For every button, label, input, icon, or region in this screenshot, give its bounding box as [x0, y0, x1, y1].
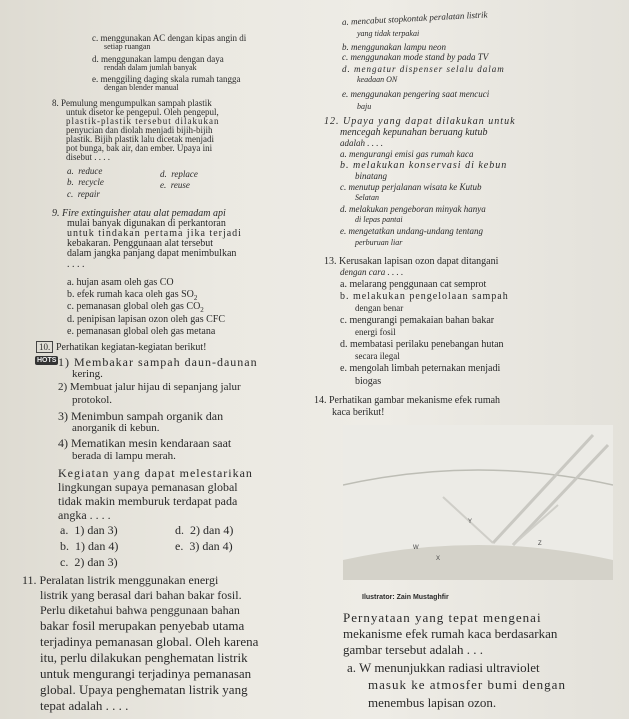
q12-option-c-cont: Selatan — [355, 193, 379, 202]
q10-item-4-cont: berada di lampu merah. — [72, 450, 176, 462]
q11-line: tepat adalah . . . . — [40, 698, 129, 713]
q13-option-a: a. melarang penggunaan cat semprot — [340, 279, 487, 290]
q10-option-c: c. 2) dan 3) — [60, 555, 118, 569]
q8-line: untuk disetor ke pengepul. Oleh pengepul, — [66, 107, 219, 117]
q11-line: itu, perlu dilakukan penghematan listrik — [40, 650, 248, 665]
q12-option-b-cont: binatang — [355, 171, 388, 181]
q8-line: disebut . . . . — [66, 152, 110, 162]
q8-line: 8. Pemulung mengumpulkan sampah plastik — [52, 98, 212, 108]
q11-option-d-cont: keadaan ON — [357, 75, 398, 84]
q9-line: mulai banyak digunakan di perkantoran — [67, 218, 226, 229]
q11-line: 11. Peralatan listrik menggunakan energi — [22, 573, 219, 587]
q13-line: 13. Kerusakan lapisan ozon dapat ditangani — [324, 256, 499, 267]
q10-item-3-cont: anorganik di kebun. — [72, 422, 160, 434]
q10-item-1-cont: kering. — [72, 368, 103, 380]
q10-item-2-cont: protokol. — [72, 394, 113, 406]
q12-option-b: b. melakukan konservasi di kebun — [340, 160, 508, 171]
q14-option-a-cont: masuk ke atmosfer bumi dengan — [368, 677, 566, 692]
q10-option-d: d. 2) dan 4) — [175, 523, 234, 537]
q11-option-a: a. mencabut stopkontak peralatan listrik — [341, 9, 488, 27]
q10-option-e: e. 3) dan 4) — [175, 539, 233, 553]
q13-option-d-cont: secara ilegal — [355, 351, 400, 361]
q9-line: 9. Fire extinguisher atau alat pemadam api — [52, 208, 226, 219]
q10-number: 10. — [36, 341, 53, 353]
q14-statement: mekanisme efek rumah kaca berdasarkan — [343, 626, 558, 641]
q11-line: bakar fosil merupakan penyebab utama — [40, 618, 245, 633]
greenhouse-effect-illustration — [343, 425, 613, 580]
q9-option-d: d. penipisan lapisan ozon oleh gas CFC — [67, 314, 226, 325]
q12-option-e: e. mengetatkan undang-undang tentang — [340, 226, 483, 236]
q9-line: untuk tindakan pertama jika terjadi — [67, 228, 242, 239]
q8-option-e: e. reuse — [160, 180, 190, 190]
q12-line: mencegah kepunahan beruang kutub — [340, 127, 488, 138]
q8-option-a: a. reduce — [67, 166, 103, 176]
q13-option-e-cont: biogas — [355, 376, 382, 387]
q8-option-b: b. recycle — [67, 177, 104, 187]
q14-statement: Pernyataan yang tepat mengenai — [343, 610, 542, 625]
q8-line: plastik-plastik tersebut dilakukan — [66, 116, 220, 126]
q9-option-c: c. pemanasan global oleh gas $CO_2$ — [67, 301, 204, 314]
q9-blank: . . . . — [67, 259, 85, 270]
q10-question: Kegiatan yang dapat melestarikan — [58, 466, 253, 480]
q10-stem: Perhatikan kegiatan-kegiatan berikut! — [56, 342, 207, 353]
q10-option-a: a. 1) dan 3) — [60, 523, 118, 537]
q10-item-3: 3) Menimbun sampah organik dan — [58, 409, 224, 423]
q11-line: listrik yang berasal dari bahan bakar fosil. — [40, 588, 242, 602]
q14-option-a: a. W menunjukkan radiasi ultraviolet — [347, 660, 540, 675]
q8-option-c: c. repair — [67, 189, 100, 199]
q14-line: kaca berikut! — [332, 407, 385, 418]
q13-option-b: b. melakukan pengelolaan sampah — [340, 291, 509, 302]
q10-question: tidak makin memburuk terdapat pada — [58, 494, 238, 508]
q13-option-c: c. mengurangi pemakaian bahan bakar — [340, 315, 495, 326]
q13-line: dengan cara . . . . — [340, 267, 404, 277]
q11-line: untuk mengurangi terjadinya pemanasan — [40, 666, 252, 681]
q12-line: adalah . . . . — [340, 138, 384, 148]
q11-option-e-cont: baju — [357, 102, 372, 111]
q8-line: pot bunga, bak air, dan ember. Upaya ini — [66, 143, 213, 153]
q7-option-e: e. menggiling daging skala rumah tangga — [92, 74, 241, 84]
q9-option-a: a. hujan asam oleh gas CO — [67, 277, 174, 288]
q8-line: penyucian dan diolah menjadi bijih-bijih — [66, 125, 213, 135]
q10-item-1: 1) Membakar sampah daun-daunan — [58, 355, 258, 369]
q11-line: global. Upaya penghematan listrik yang — [40, 682, 248, 697]
label-y: Y — [468, 519, 473, 525]
q7-option-d-cont: rendah dalam jumlah banyak — [104, 63, 197, 72]
label-x: X — [436, 556, 441, 562]
q8-option-d: d. replace — [160, 169, 198, 179]
q11-option-a-cont: yang tidak terpakai — [357, 29, 420, 38]
q7-option-d: d. menggunakan lampu dengan daya — [92, 54, 224, 64]
q10-item-4: 4) Mematikan mesin kendaraan saat — [58, 436, 232, 450]
q10-item-2: 2) Membuat jalur hijau di sepanjang jalur — [58, 381, 241, 393]
q10-question: lingkungan supaya pemanasan global — [58, 480, 238, 494]
label-w: W — [413, 545, 419, 551]
q11-option-d: d. mengatur dispenser selalu dalam — [342, 64, 505, 74]
q10-option-b: b. 1) dan 4) — [60, 539, 119, 553]
q7-option-c: c. menggunakan AC dengan kipas angin di — [92, 33, 247, 43]
q13-option-e: e. mengolah limbah peternakan menjadi — [340, 363, 501, 374]
q10-question: angka . . . . — [58, 508, 111, 522]
q13-option-d: d. membatasi perilaku penebangan hutan — [340, 339, 504, 350]
q14-option-a-cont: menembus lapisan ozon. — [368, 695, 497, 710]
q9-line: kebakaran. Penggunaan alat tersebut — [67, 238, 214, 249]
q12-option-c: c. menutup perjalanan wisata ke Kutub — [340, 182, 482, 192]
q11-option-b: b. menggunakan lampu neon — [342, 42, 446, 52]
q8-line: plastik. Bijih plastik lalu dicetak menjadi — [66, 134, 214, 144]
q12-line: 12. Upaya yang dapat dilakukan untuk — [324, 116, 516, 127]
q13-option-b-cont: dengan benar — [355, 303, 404, 313]
hots-badge: HOTS — [37, 357, 57, 364]
q12-option-a: a. mengurangi emisi gas rumah kaca — [340, 149, 474, 159]
q9-option-b: b. efek rumah kaca oleh gas $SO_2$ — [67, 289, 198, 302]
q7-option-c-cont: setiap ruangan — [104, 42, 151, 51]
q12-option-e-cont: perburuan liar — [355, 238, 403, 247]
q11-option-e: e. menggunakan pengering saat mencuci — [342, 89, 490, 99]
q7-option-e-cont: dengan blender manual — [104, 83, 179, 92]
q14-line: 14. Perhatikan gambar mekanisme efek rumah — [314, 395, 501, 406]
q9-line: dalam jangka panjang dapat menimbulkan — [67, 248, 237, 259]
q13-option-c-cont: energi fosil — [355, 327, 396, 337]
q11-line: Perlu diketahui bahwa penggunaan bahan — [40, 603, 240, 617]
q14-statement: gambar tersebut adalah . . . — [343, 642, 484, 657]
q11-option-c: c. menggunakan mode stand by pada TV — [342, 52, 489, 62]
q9-option-e: e. pemanasan global oleh gas metana — [67, 326, 216, 337]
illustrator-credit: Ilustrator: Zain Mustaghfir — [362, 594, 449, 601]
q12-option-d-cont: di lepas pantai — [355, 215, 403, 224]
q11-line: terjadinya pemanasan global. Oleh karena — [40, 634, 259, 649]
label-z: Z — [538, 541, 542, 547]
q12-option-d: d. melakukan pengeboran minyak hanya — [340, 204, 486, 214]
